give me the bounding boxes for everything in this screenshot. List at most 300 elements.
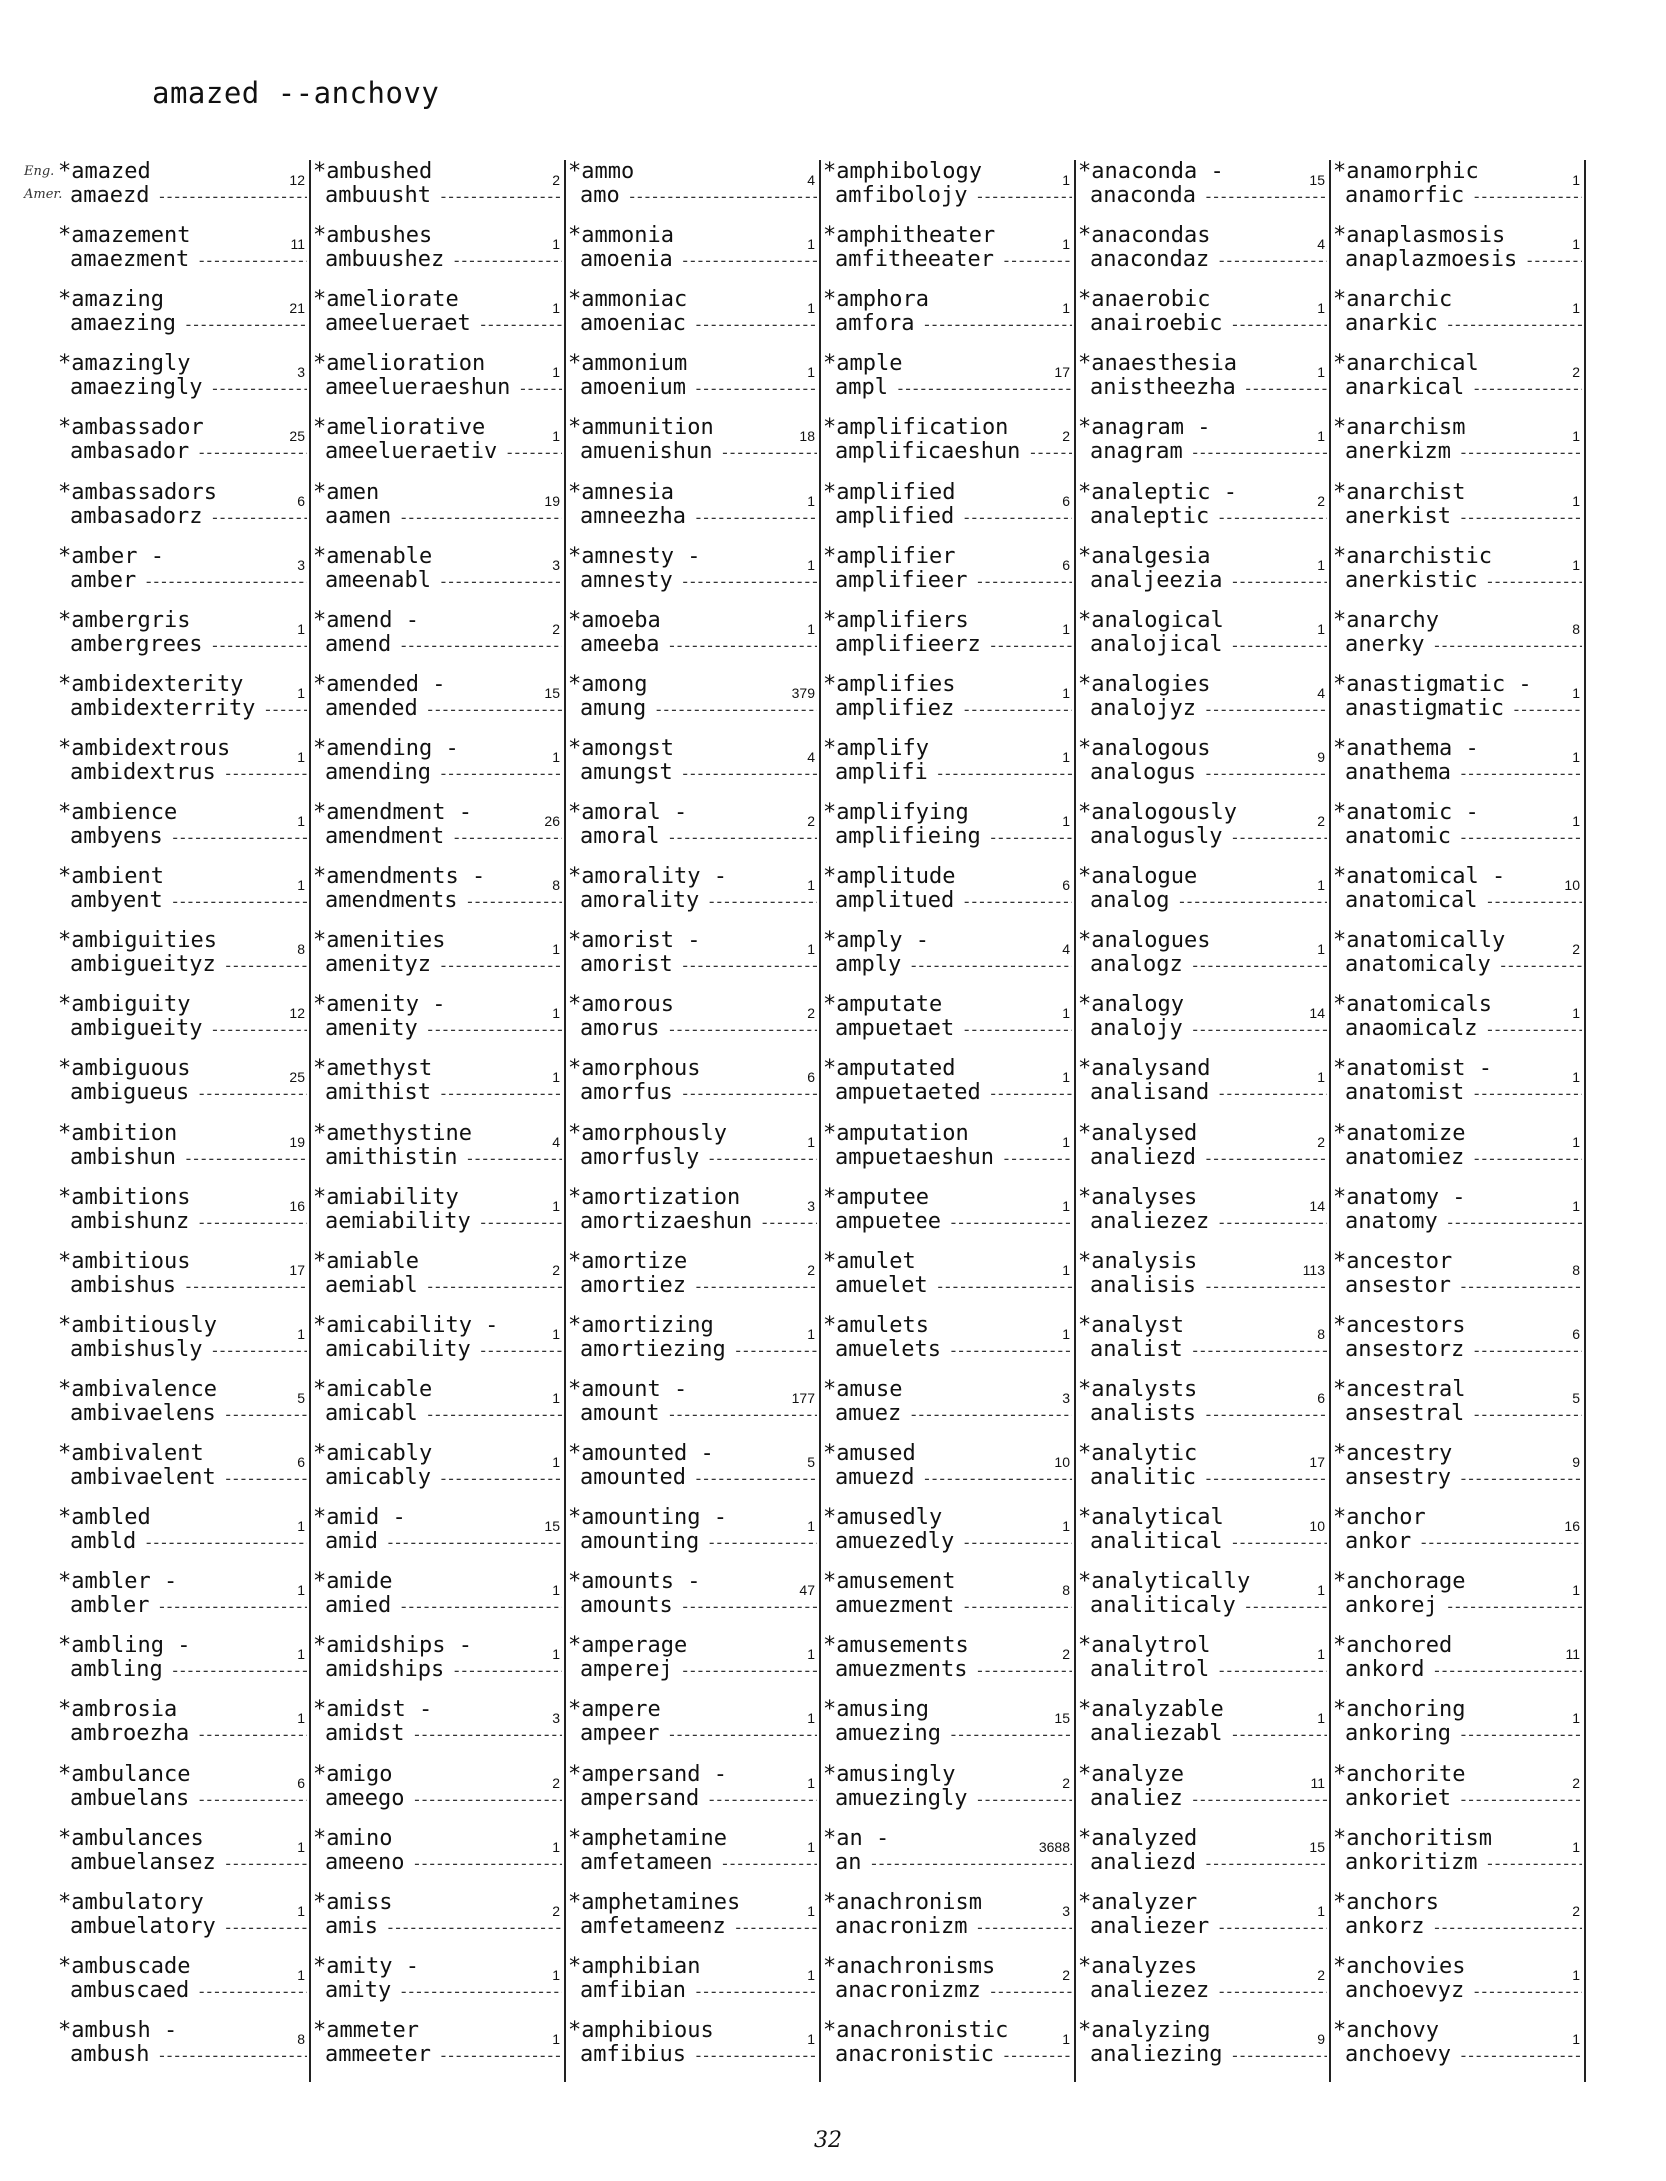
entry-count: 2 bbox=[1062, 1774, 1070, 1791]
entry-spelling: ambishun ----- bbox=[70, 1146, 307, 1171]
entry-spelling: ambuelans ----- bbox=[70, 1787, 307, 1812]
entry-word: *amenable bbox=[313, 543, 433, 569]
entry-word: *amnesty - bbox=[568, 543, 701, 569]
word-entry bbox=[821, 1122, 1074, 1186]
entry-spelling: amortiezing ----- bbox=[580, 1338, 817, 1363]
entry-word: *anatomicals bbox=[1333, 992, 1492, 1018]
word-entry bbox=[821, 609, 1074, 673]
entry-count: 14 bbox=[1309, 1005, 1325, 1022]
word-column bbox=[1076, 160, 1331, 2082]
entry-word: *analytic bbox=[1078, 1441, 1198, 1466]
entry-count: 4 bbox=[1317, 684, 1325, 701]
entry-word: *ammonia bbox=[568, 223, 674, 249]
entry-word: *ambulances bbox=[58, 1825, 204, 1851]
entry-count: 1 bbox=[1317, 1710, 1325, 1727]
entry-spelling: amorfusly ----- bbox=[580, 1146, 817, 1171]
entry-spelling: anathema ----- bbox=[1345, 761, 1582, 786]
word-entry bbox=[1076, 1698, 1329, 1762]
entry-count: 1 bbox=[552, 2030, 560, 2047]
entry-count: 1 bbox=[1062, 620, 1070, 637]
entry-spelling: analiezez ----- bbox=[1090, 1979, 1327, 2004]
word-entry bbox=[566, 1827, 819, 1891]
entry-word: *amend - bbox=[313, 607, 419, 633]
entry-spelling: amfetameen ----- bbox=[580, 1851, 817, 1876]
entry-spelling: ambuelansez ----- bbox=[70, 1851, 307, 1876]
entry-word: *amplitude bbox=[823, 864, 956, 890]
entry-count: 1 bbox=[807, 1774, 815, 1791]
word-entry bbox=[566, 993, 819, 1057]
entry-word: *amorphous bbox=[568, 1056, 701, 1082]
word-entry bbox=[566, 801, 819, 865]
entry-spelling: amicably ----- bbox=[325, 1466, 562, 1491]
entry-count: 1 bbox=[1062, 236, 1070, 253]
word-entry bbox=[821, 224, 1074, 288]
entry-spelling: ampuetee ----- bbox=[835, 1210, 1072, 1235]
word-entry bbox=[566, 224, 819, 288]
entry-count: 1 bbox=[1572, 1005, 1580, 1022]
entry-word: *amending - bbox=[313, 735, 459, 761]
word-entry bbox=[311, 416, 564, 480]
entry-count: 2 bbox=[1062, 428, 1070, 445]
entry-count: 1 bbox=[1062, 1261, 1070, 1278]
entry-count: 2 bbox=[552, 172, 560, 188]
word-entry bbox=[1331, 1955, 1584, 2019]
word-entry bbox=[1076, 224, 1329, 288]
word-entry bbox=[311, 545, 564, 609]
entry-spelling: anamorfic ----- bbox=[1345, 184, 1582, 209]
word-entry bbox=[311, 2019, 564, 2083]
entry-spelling: amidships ----- bbox=[325, 1658, 562, 1683]
word-entry bbox=[1331, 929, 1584, 993]
entry-word: *ambitiously bbox=[58, 1312, 217, 1338]
word-entry bbox=[1076, 1186, 1329, 1250]
entry-count: 8 bbox=[1062, 1582, 1070, 1599]
entry-word: *anacondas bbox=[1078, 223, 1211, 249]
entry-count: 1 bbox=[1572, 492, 1580, 509]
entry-count: 1 bbox=[297, 1838, 305, 1855]
word-entry bbox=[821, 1186, 1074, 1250]
entry-count: 1 bbox=[807, 1966, 815, 1983]
word-entry bbox=[821, 737, 1074, 801]
word-entry bbox=[1331, 481, 1584, 545]
word-entry bbox=[1331, 1378, 1584, 1442]
entry-count: 1 bbox=[1062, 748, 1070, 765]
entry-word: *amperage bbox=[568, 1633, 688, 1659]
entry-spelling: ambld ----- bbox=[70, 1530, 307, 1555]
entry-word: *ambuscade bbox=[58, 1953, 191, 1979]
entry-word: *amidst - bbox=[313, 1697, 433, 1723]
word-entry bbox=[821, 801, 1074, 865]
entry-word: *anarchist bbox=[1333, 479, 1466, 505]
entry-count: 8 bbox=[297, 2030, 305, 2047]
entry-spelling: amber ----- bbox=[70, 569, 307, 594]
entry-spelling: amplifieer ----- bbox=[835, 569, 1072, 594]
entry-word: *analyzing bbox=[1078, 2017, 1211, 2043]
word-entry bbox=[56, 993, 309, 1057]
entry-count: 4 bbox=[807, 172, 815, 188]
entry-spelling: analiezd ----- bbox=[1090, 1851, 1327, 1876]
entry-spelling: anaplazmoesis ----- bbox=[1345, 248, 1582, 273]
entry-word: *amphora bbox=[823, 287, 929, 313]
entry-count: 2 bbox=[552, 1774, 560, 1791]
entry-count: 4 bbox=[1062, 941, 1070, 958]
entry-spelling: ambyent ----- bbox=[70, 889, 307, 914]
entry-count: 1 bbox=[297, 1582, 305, 1599]
word-entry bbox=[56, 673, 309, 737]
entry-spelling: ampl ----- bbox=[835, 376, 1072, 401]
word-entry bbox=[1076, 1955, 1329, 2019]
entry-spelling: amoenia ----- bbox=[580, 248, 817, 273]
entry-word: *analyzable bbox=[1078, 1697, 1224, 1723]
word-entry bbox=[1331, 1634, 1584, 1698]
word-entry bbox=[1331, 673, 1584, 737]
entry-spelling: analogus ----- bbox=[1090, 761, 1327, 786]
entry-word: *amplify bbox=[823, 735, 929, 761]
word-entry bbox=[1331, 801, 1584, 865]
entry-spelling: amount ----- bbox=[580, 1402, 817, 1427]
word-entry bbox=[566, 288, 819, 352]
entry-word: *analogy bbox=[1078, 992, 1184, 1018]
entry-count: 5 bbox=[297, 1389, 305, 1406]
entry-word: *amusingly bbox=[823, 1761, 956, 1787]
entry-count: 1 bbox=[1572, 1838, 1580, 1855]
entry-count: 15 bbox=[1309, 1838, 1325, 1855]
entry-count: 3 bbox=[297, 364, 305, 381]
entry-spelling: analog ----- bbox=[1090, 889, 1327, 914]
entry-spelling: amoenium ----- bbox=[580, 376, 817, 401]
entry-spelling: amounts ----- bbox=[580, 1594, 817, 1619]
entry-spelling: ameeno ----- bbox=[325, 1851, 562, 1876]
entry-spelling: amuelet ----- bbox=[835, 1274, 1072, 1299]
entry-spelling: analojical ----- bbox=[1090, 633, 1327, 658]
entry-count: 2 bbox=[1572, 364, 1580, 381]
entry-count: 11 bbox=[1565, 1646, 1580, 1663]
entry-count: 1 bbox=[1317, 1646, 1325, 1663]
entry-count: 6 bbox=[297, 1774, 305, 1791]
entry-word: *ambushes bbox=[313, 223, 433, 249]
entry-spelling: ansestor ----- bbox=[1345, 1274, 1582, 1299]
entry-word: *amnesia bbox=[568, 479, 674, 505]
entry-count: 1 bbox=[1572, 1197, 1580, 1214]
entry-word: *amenity - bbox=[313, 992, 446, 1018]
entry-count: 1 bbox=[807, 877, 815, 894]
entry-count: 1 bbox=[552, 1838, 560, 1855]
word-entry bbox=[1076, 545, 1329, 609]
entry-spelling: ankorz ----- bbox=[1345, 1915, 1582, 1940]
entry-count: 1 bbox=[1572, 1966, 1580, 1983]
entry-spelling: amendment ----- bbox=[325, 825, 562, 850]
entry-spelling: anairoebic ----- bbox=[1090, 312, 1327, 337]
entry-count: 1 bbox=[1572, 172, 1580, 188]
entry-count: 9 bbox=[1317, 748, 1325, 765]
entry-count: 1 bbox=[552, 748, 560, 765]
entry-spelling: ambigueity ----- bbox=[70, 1017, 307, 1042]
word-entry bbox=[56, 545, 309, 609]
entry-word: *amortize bbox=[568, 1248, 688, 1274]
word-entry bbox=[56, 1827, 309, 1891]
entry-spelling: ambuusht ----- bbox=[325, 184, 562, 209]
entry-spelling: anatomy ----- bbox=[1345, 1210, 1582, 1235]
word-entry bbox=[311, 481, 564, 545]
word-entry bbox=[1076, 160, 1329, 224]
entry-spelling: anatomiez ----- bbox=[1345, 1146, 1582, 1171]
entry-count: 1 bbox=[1317, 1069, 1325, 1086]
word-entry bbox=[821, 1570, 1074, 1634]
entry-word: *amongst bbox=[568, 735, 674, 761]
entry-word: *amelioration bbox=[313, 351, 486, 377]
entry-word: *anaesthesia bbox=[1078, 351, 1237, 377]
entry-count: 1 bbox=[807, 364, 815, 381]
entry-count: 10 bbox=[1564, 877, 1580, 894]
word-entry bbox=[56, 224, 309, 288]
entry-count: 21 bbox=[289, 300, 305, 317]
word-entry bbox=[1076, 352, 1329, 416]
entry-word: *ambiguity bbox=[58, 992, 191, 1018]
entry-count: 1 bbox=[1317, 941, 1325, 958]
entry-count: 2 bbox=[807, 1261, 815, 1278]
entry-count: 8 bbox=[297, 941, 305, 958]
word-entry bbox=[311, 352, 564, 416]
word-entry bbox=[821, 1506, 1074, 1570]
entry-word: *amiable bbox=[313, 1248, 419, 1274]
word-entry bbox=[311, 1506, 564, 1570]
entry-word: *amphibology bbox=[823, 159, 982, 184]
word-entry bbox=[1076, 1570, 1329, 1634]
word-entry bbox=[311, 1122, 564, 1186]
word-column bbox=[821, 160, 1076, 2082]
entry-word: *among bbox=[568, 671, 648, 697]
word-entry bbox=[1076, 1314, 1329, 1378]
word-entry bbox=[56, 1955, 309, 2019]
entry-spelling: anatomist ----- bbox=[1345, 1081, 1582, 1106]
word-entry bbox=[56, 416, 309, 480]
entry-word: *analytically bbox=[1078, 1569, 1251, 1595]
entry-count: 8 bbox=[1572, 1261, 1580, 1278]
entry-spelling: amplifieing ----- bbox=[835, 825, 1072, 850]
entry-word: *anatomical - bbox=[1333, 864, 1506, 890]
entry-count: 2 bbox=[1062, 1966, 1070, 1983]
entry-count: 1 bbox=[552, 1582, 560, 1599]
word-entry bbox=[56, 1763, 309, 1827]
entry-spelling: amorus ----- bbox=[580, 1017, 817, 1042]
word-entry bbox=[821, 1698, 1074, 1762]
entry-word: *ambience bbox=[58, 800, 178, 825]
entry-spelling: amuelets ----- bbox=[835, 1338, 1072, 1363]
entry-spelling: amied ----- bbox=[325, 1594, 562, 1619]
entry-count: 26 bbox=[544, 813, 560, 829]
entry-count: 12 bbox=[289, 172, 305, 188]
entry-count: 1 bbox=[1062, 1005, 1070, 1022]
entry-count: 1 bbox=[1317, 1582, 1325, 1599]
entry-count: 1 bbox=[297, 1646, 305, 1663]
entry-spelling: analiezabl ----- bbox=[1090, 1722, 1327, 1747]
entry-spelling: ameelueraetiv ----- bbox=[325, 440, 562, 465]
entry-word: *amicably bbox=[313, 1441, 433, 1466]
page-title: amazed --anchovy bbox=[152, 76, 440, 110]
word-entry bbox=[566, 673, 819, 737]
word-entry bbox=[56, 481, 309, 545]
entry-spelling: amfibius ----- bbox=[580, 2043, 817, 2068]
entry-word: *anathema - bbox=[1333, 735, 1479, 761]
entry-word: *ambivalent bbox=[58, 1441, 204, 1466]
entry-count: 8 bbox=[1317, 1325, 1325, 1342]
entry-count: 1 bbox=[552, 1646, 560, 1663]
word-entry bbox=[821, 993, 1074, 1057]
entry-word: *amigo bbox=[313, 1761, 393, 1787]
entry-count: 1 bbox=[1572, 1069, 1580, 1086]
word-entry bbox=[311, 1763, 564, 1827]
entry-word: *amidships - bbox=[313, 1633, 472, 1659]
word-entry bbox=[56, 929, 309, 993]
entry-spelling: analisand ----- bbox=[1090, 1081, 1327, 1106]
entry-word: *anaplasmosis bbox=[1333, 223, 1506, 249]
entry-count: 1 bbox=[1572, 813, 1580, 829]
entry-spelling: amuezing ----- bbox=[835, 1722, 1072, 1747]
entry-word: *anarchy bbox=[1333, 607, 1439, 633]
entry-spelling: analiezd ----- bbox=[1090, 1146, 1327, 1171]
entry-spelling: ambivaelens ----- bbox=[70, 1402, 307, 1427]
entry-spelling: ambler ----- bbox=[70, 1594, 307, 1619]
word-entry bbox=[56, 609, 309, 673]
word-entry bbox=[311, 865, 564, 929]
word-entry bbox=[56, 1314, 309, 1378]
word-entry bbox=[566, 865, 819, 929]
entry-count: 11 bbox=[290, 236, 305, 253]
entry-spelling: ambishus ----- bbox=[70, 1274, 307, 1299]
word-entry bbox=[311, 737, 564, 801]
entry-word: *amide bbox=[313, 1569, 393, 1595]
word-column bbox=[56, 160, 311, 2082]
entry-spelling: analiezing ----- bbox=[1090, 2043, 1327, 2068]
entry-word: *analogue bbox=[1078, 864, 1198, 890]
entry-word: *analysed bbox=[1078, 1120, 1198, 1146]
entry-count: 2 bbox=[807, 1005, 815, 1022]
entry-word: *anchorage bbox=[1333, 1569, 1466, 1595]
word-entry bbox=[821, 1827, 1074, 1891]
entry-word: *ambivalence bbox=[58, 1376, 217, 1402]
entry-count: 17 bbox=[289, 1261, 305, 1278]
entry-spelling: ankor ----- bbox=[1345, 1530, 1582, 1555]
entry-word: *amendments - bbox=[313, 864, 486, 890]
word-entry bbox=[566, 352, 819, 416]
entry-word: *amazement bbox=[58, 223, 191, 249]
entry-word: *amethyst bbox=[313, 1056, 433, 1082]
entry-spelling: amnesty ----- bbox=[580, 569, 817, 594]
entry-spelling: anaomicalz ----- bbox=[1345, 1017, 1582, 1042]
word-entry bbox=[821, 1314, 1074, 1378]
entry-spelling: analogz ----- bbox=[1090, 953, 1327, 978]
entry-word: *anatomic - bbox=[1333, 800, 1479, 825]
entry-spelling: ambishunz ----- bbox=[70, 1210, 307, 1235]
word-entry bbox=[56, 288, 309, 352]
entry-count: 2 bbox=[552, 1261, 560, 1278]
word-entry bbox=[821, 1763, 1074, 1827]
entry-spelling: anagram ----- bbox=[1090, 440, 1327, 465]
entry-count: 1 bbox=[552, 941, 560, 958]
word-entry bbox=[1331, 1506, 1584, 1570]
entry-spelling: anerkizm ----- bbox=[1345, 440, 1582, 465]
entry-spelling: amend ----- bbox=[325, 633, 562, 658]
entry-spelling: ampeer ----- bbox=[580, 1722, 817, 1747]
entry-word: *amplifiers bbox=[823, 607, 969, 633]
entry-word: *amicable bbox=[313, 1376, 433, 1402]
entry-word: *ampersand - bbox=[568, 1761, 727, 1787]
word-entry bbox=[821, 352, 1074, 416]
entry-spelling: an ----- bbox=[835, 1851, 1072, 1876]
entry-word: *analyzer bbox=[1078, 1889, 1198, 1915]
entry-count: 113 bbox=[1302, 1261, 1325, 1278]
entry-word: *analogies bbox=[1078, 671, 1211, 697]
entry-count: 10 bbox=[1309, 1518, 1325, 1535]
entry-word: *amplification bbox=[823, 415, 1009, 441]
word-entry bbox=[566, 416, 819, 480]
entry-word: *ambassadors bbox=[58, 479, 217, 505]
entry-count: 379 bbox=[791, 684, 815, 701]
entry-spelling: anchoevy ----- bbox=[1345, 2043, 1582, 2068]
entry-spelling: amorality ----- bbox=[580, 889, 817, 914]
entry-word: *anchorite bbox=[1333, 1761, 1466, 1787]
word-entry bbox=[1076, 1506, 1329, 1570]
entry-word: *anchovies bbox=[1333, 1953, 1466, 1979]
entry-spelling: amoeniac ----- bbox=[580, 312, 817, 337]
entry-spelling: amis ----- bbox=[325, 1915, 562, 1940]
word-entry bbox=[1076, 1634, 1329, 1698]
entry-count: 5 bbox=[1572, 1389, 1580, 1406]
entry-spelling: ankoring ----- bbox=[1345, 1722, 1582, 1747]
entry-word: *ambush - bbox=[58, 2017, 178, 2043]
entry-count: 1 bbox=[1572, 300, 1580, 317]
entry-spelling: amaezd ----- bbox=[70, 184, 307, 209]
entry-spelling: anacronizm ----- bbox=[835, 1915, 1072, 1940]
entry-spelling: anacronistic ----- bbox=[835, 2043, 1072, 2068]
entry-word: *anarchistic bbox=[1333, 543, 1492, 569]
entry-count: 1 bbox=[1317, 300, 1325, 317]
entry-spelling: amendments ----- bbox=[325, 889, 562, 914]
entry-spelling: analjeezia ----- bbox=[1090, 569, 1327, 594]
entry-count: 6 bbox=[1572, 1325, 1580, 1342]
word-entry bbox=[1331, 2019, 1584, 2083]
entry-count: 1 bbox=[552, 1325, 560, 1342]
entry-count: 6 bbox=[1062, 556, 1070, 573]
word-entry bbox=[1076, 1057, 1329, 1121]
word-entry bbox=[311, 1827, 564, 1891]
word-entry bbox=[566, 1186, 819, 1250]
word-entry bbox=[1076, 1827, 1329, 1891]
entry-word: *ambient bbox=[58, 864, 164, 890]
word-entry bbox=[1331, 1186, 1584, 1250]
word-entry bbox=[1076, 1378, 1329, 1442]
word-entry bbox=[566, 1506, 819, 1570]
entry-count: 1 bbox=[807, 1902, 815, 1919]
entry-word: *amulets bbox=[823, 1312, 929, 1338]
entry-count: 1 bbox=[1317, 1902, 1325, 1919]
entry-count: 1 bbox=[1062, 2030, 1070, 2047]
entry-count: 1 bbox=[1317, 428, 1325, 445]
entry-spelling: anacronizmz ----- bbox=[835, 1979, 1072, 2004]
entry-word: *ambling - bbox=[58, 1633, 191, 1659]
entry-word: *amounts - bbox=[568, 1569, 701, 1595]
entry-word: *anastigmatic - bbox=[1333, 671, 1532, 697]
entry-word: *ammeter bbox=[313, 2017, 419, 2043]
entry-spelling: amfora ----- bbox=[835, 312, 1072, 337]
word-entry bbox=[1331, 1122, 1584, 1186]
entry-count: 3688 bbox=[1038, 1838, 1070, 1855]
entry-count: 1 bbox=[552, 236, 560, 253]
entry-spelling: amplifieerz ----- bbox=[835, 633, 1072, 658]
entry-word: *analysand bbox=[1078, 1056, 1211, 1082]
word-entry bbox=[821, 1250, 1074, 1314]
word-entry bbox=[1076, 801, 1329, 865]
